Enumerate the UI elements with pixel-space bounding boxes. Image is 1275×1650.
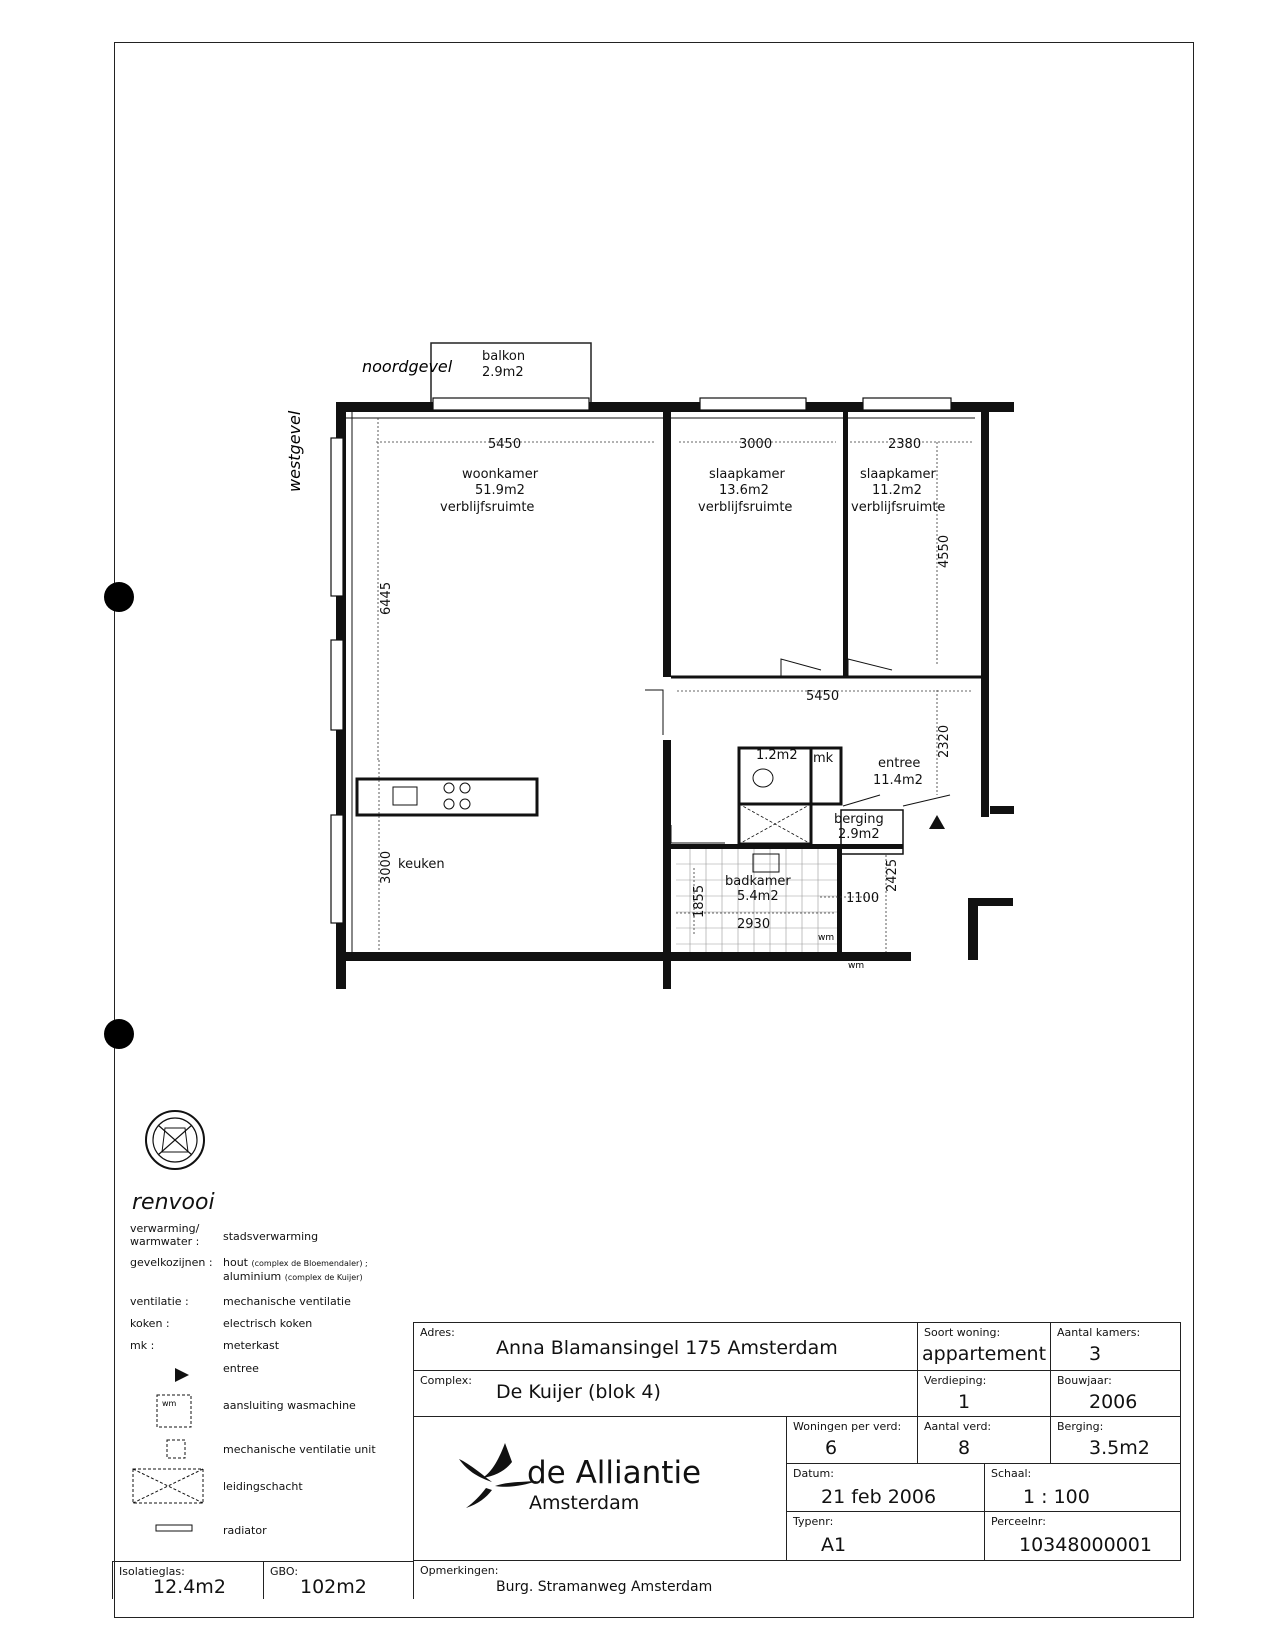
floors-cell bbox=[918, 1417, 1051, 1464]
legend-value: mechanische ventilatie unit bbox=[223, 1443, 376, 1456]
legend-row-shaft bbox=[130, 1480, 430, 1496]
bedroom2-name: slaapkamer bbox=[860, 467, 936, 482]
legend-value: radiator bbox=[223, 1524, 267, 1537]
legend-key: gevelkozijnen : bbox=[130, 1256, 213, 1269]
insulation-caption: Isolatieglas: bbox=[119, 1565, 185, 1578]
units-cell bbox=[787, 1417, 918, 1464]
floor-caption: Verdieping: bbox=[924, 1374, 987, 1387]
legend-row-vent-unit bbox=[130, 1443, 430, 1459]
storage-name: berging bbox=[834, 812, 884, 827]
wall-living-bedroom bbox=[663, 412, 671, 677]
legend-value-note-2: (complex de Kuijer) bbox=[284, 1273, 363, 1282]
kitchen-sink bbox=[393, 787, 417, 805]
balcony-name: balkon bbox=[482, 349, 526, 364]
type-caption: Soort woning: bbox=[924, 1326, 1001, 1339]
rooms-value: 3 bbox=[1089, 1343, 1102, 1365]
parcel-cell bbox=[985, 1512, 1181, 1561]
address-caption: Adres: bbox=[420, 1326, 455, 1339]
date-value: 21 feb 2006 bbox=[821, 1486, 937, 1508]
living-type: verblijfsruimte bbox=[440, 500, 535, 515]
legend-value: mechanische ventilatie bbox=[223, 1295, 351, 1308]
remarks-value: Burg. Stramanweg Amsterdam bbox=[496, 1579, 713, 1595]
address-cell bbox=[413, 1322, 918, 1371]
outer-wall-south bbox=[336, 952, 911, 961]
balcony-area: 2.9m2 bbox=[482, 365, 524, 380]
dim-living-depth: 6445 bbox=[379, 581, 394, 615]
dim-living-width: 5450 bbox=[488, 437, 522, 452]
year-caption: Bouwjaar: bbox=[1057, 1374, 1112, 1387]
legend-row-wm bbox=[130, 1399, 430, 1415]
dim-storage-depth: 2425 bbox=[885, 858, 900, 892]
wall-east-inner bbox=[981, 412, 989, 817]
bedroom1-name: slaapkamer bbox=[709, 467, 785, 482]
living-area: 51.9m2 bbox=[475, 483, 525, 498]
gbo-box bbox=[263, 1561, 414, 1599]
legend-value bbox=[223, 1256, 423, 1284]
toilet-bowl bbox=[753, 769, 773, 787]
legend-row-meter bbox=[130, 1339, 430, 1355]
scale-value: 1 : 100 bbox=[1023, 1486, 1090, 1508]
floors-value: 8 bbox=[958, 1437, 971, 1459]
legend-row-ventilation bbox=[130, 1295, 430, 1311]
facade-north-label: noordgevel bbox=[362, 357, 453, 376]
parcel-caption: Perceelnr: bbox=[991, 1515, 1046, 1528]
window-north-balcony bbox=[433, 398, 589, 410]
dim-kitchen-depth: 3000 bbox=[379, 850, 394, 884]
hall-area: 11.4m2 bbox=[873, 773, 923, 788]
wall-bedrooms bbox=[843, 412, 848, 677]
floors-caption: Aantal verd: bbox=[924, 1420, 992, 1433]
remarks-cell bbox=[413, 1561, 1194, 1599]
bathroom-name: badkamer bbox=[725, 874, 791, 889]
legend-value: leidingschacht bbox=[223, 1480, 303, 1493]
cooktop bbox=[444, 783, 470, 809]
dim-bath-part: 1100 bbox=[846, 891, 880, 906]
legend-key: ventilatie : bbox=[130, 1295, 189, 1308]
washbasin bbox=[753, 854, 779, 872]
wall-bath-west bbox=[663, 844, 671, 989]
window-west-3 bbox=[331, 815, 343, 923]
rooms-caption: Aantal kamers: bbox=[1057, 1326, 1141, 1339]
wm-label-2: wm bbox=[848, 961, 865, 971]
storage-caption: Berging: bbox=[1057, 1420, 1104, 1433]
legend-value-main-2: aluminium bbox=[223, 1270, 282, 1283]
window-west-2 bbox=[331, 640, 343, 730]
bathroom-area: 5.4m2 bbox=[737, 889, 779, 904]
wm-label-1: wm bbox=[818, 933, 835, 943]
complex-cell bbox=[413, 1371, 918, 1417]
entrance-marker bbox=[929, 815, 945, 829]
insulation-value: 12.4m2 bbox=[153, 1576, 226, 1598]
legend-wm-text: wm bbox=[162, 1399, 177, 1408]
bedroom1-type: verblijfsruimte bbox=[698, 500, 793, 515]
legend-value: stadsverwarming bbox=[223, 1230, 319, 1243]
dim-bedroom-depth: 4550 bbox=[937, 534, 952, 568]
address-value: Anna Blamansingel 175 Amsterdam bbox=[496, 1337, 838, 1359]
window-west-1 bbox=[331, 438, 343, 596]
remarks-caption: Opmerkingen: bbox=[420, 1564, 499, 1577]
scale-caption: Schaal: bbox=[991, 1467, 1032, 1480]
date-cell bbox=[787, 1464, 985, 1512]
legend-key: mk : bbox=[130, 1339, 155, 1352]
north-arrow-symbol bbox=[146, 1111, 204, 1169]
storage-cell bbox=[1051, 1417, 1181, 1464]
dim-bath-width: 2930 bbox=[737, 917, 771, 932]
year-cell bbox=[1051, 1371, 1181, 1417]
legend-value: meterkast bbox=[223, 1339, 280, 1352]
legend-row-heating bbox=[130, 1222, 430, 1252]
facade-west-label: westgevel bbox=[285, 410, 304, 492]
dim-hall-depth: 2320 bbox=[937, 724, 952, 758]
title-block bbox=[413, 1322, 1194, 1599]
legend-key: koken : bbox=[130, 1317, 170, 1330]
brand-name: de Alliantie bbox=[527, 1455, 702, 1491]
kitchen-name: keuken bbox=[398, 857, 445, 872]
year-value: 2006 bbox=[1089, 1391, 1138, 1413]
legend-value: entree bbox=[223, 1362, 259, 1375]
legend-value: aansluiting wasmachine bbox=[223, 1399, 356, 1412]
legend-title: renvooi bbox=[132, 1190, 215, 1215]
brand-city: Amsterdam bbox=[529, 1492, 640, 1514]
legend-row-cooking bbox=[130, 1317, 430, 1333]
gbo-value: 102m2 bbox=[300, 1576, 367, 1598]
bedroom2-area: 11.2m2 bbox=[872, 483, 922, 498]
legend-value-main: hout bbox=[223, 1256, 248, 1269]
date-caption: Datum: bbox=[793, 1467, 834, 1480]
legend-row-frames bbox=[130, 1256, 450, 1286]
units-caption: Woningen per verd: bbox=[793, 1420, 902, 1433]
floor-cell bbox=[918, 1371, 1051, 1417]
type-cell bbox=[918, 1322, 1051, 1371]
typenr-value: A1 bbox=[821, 1534, 847, 1556]
floor-value: 1 bbox=[958, 1391, 971, 1413]
storage-value: 3.5m2 bbox=[1089, 1437, 1150, 1459]
living-name: woonkamer bbox=[462, 467, 539, 482]
legend-value-note: (complex de Bloemendaler) ; bbox=[251, 1259, 368, 1268]
logo-cell bbox=[413, 1417, 787, 1561]
gbo-caption: GBO: bbox=[270, 1565, 299, 1578]
dim-bedroom2-width: 2380 bbox=[888, 437, 922, 452]
dim-hall-width: 5450 bbox=[806, 689, 840, 704]
units-value: 6 bbox=[825, 1437, 838, 1459]
scale-cell bbox=[985, 1464, 1181, 1512]
hall-name: entree bbox=[878, 756, 921, 771]
legend-row-radiator bbox=[130, 1524, 430, 1540]
legend-value: electrisch koken bbox=[223, 1317, 313, 1330]
meterkast-label: mk bbox=[813, 751, 834, 766]
complex-caption: Complex: bbox=[420, 1374, 472, 1387]
kitchen-counter bbox=[357, 779, 537, 815]
bedroom2-type: verblijfsruimte bbox=[851, 500, 946, 515]
toilet-area: 1.2m2 bbox=[756, 748, 798, 763]
insulation-box bbox=[112, 1561, 263, 1599]
legend-row-entree bbox=[130, 1362, 430, 1378]
window-north-2 bbox=[863, 398, 951, 410]
rooms-cell bbox=[1051, 1322, 1181, 1371]
storage-area: 2.9m2 bbox=[838, 827, 880, 842]
window-north-1 bbox=[700, 398, 806, 410]
typenr-cell bbox=[787, 1512, 985, 1561]
dim-bath-depth: 1855 bbox=[692, 884, 707, 918]
bedroom1-area: 13.6m2 bbox=[719, 483, 769, 498]
parcel-value: 10348000001 bbox=[1019, 1534, 1152, 1556]
legend-key: verwarming/ warmwater : bbox=[130, 1222, 200, 1248]
dim-bedroom1-width: 3000 bbox=[739, 437, 773, 452]
typenr-caption: Typenr: bbox=[793, 1515, 834, 1528]
complex-value: De Kuijer (blok 4) bbox=[496, 1381, 661, 1403]
type-value: appartement bbox=[922, 1343, 1047, 1365]
